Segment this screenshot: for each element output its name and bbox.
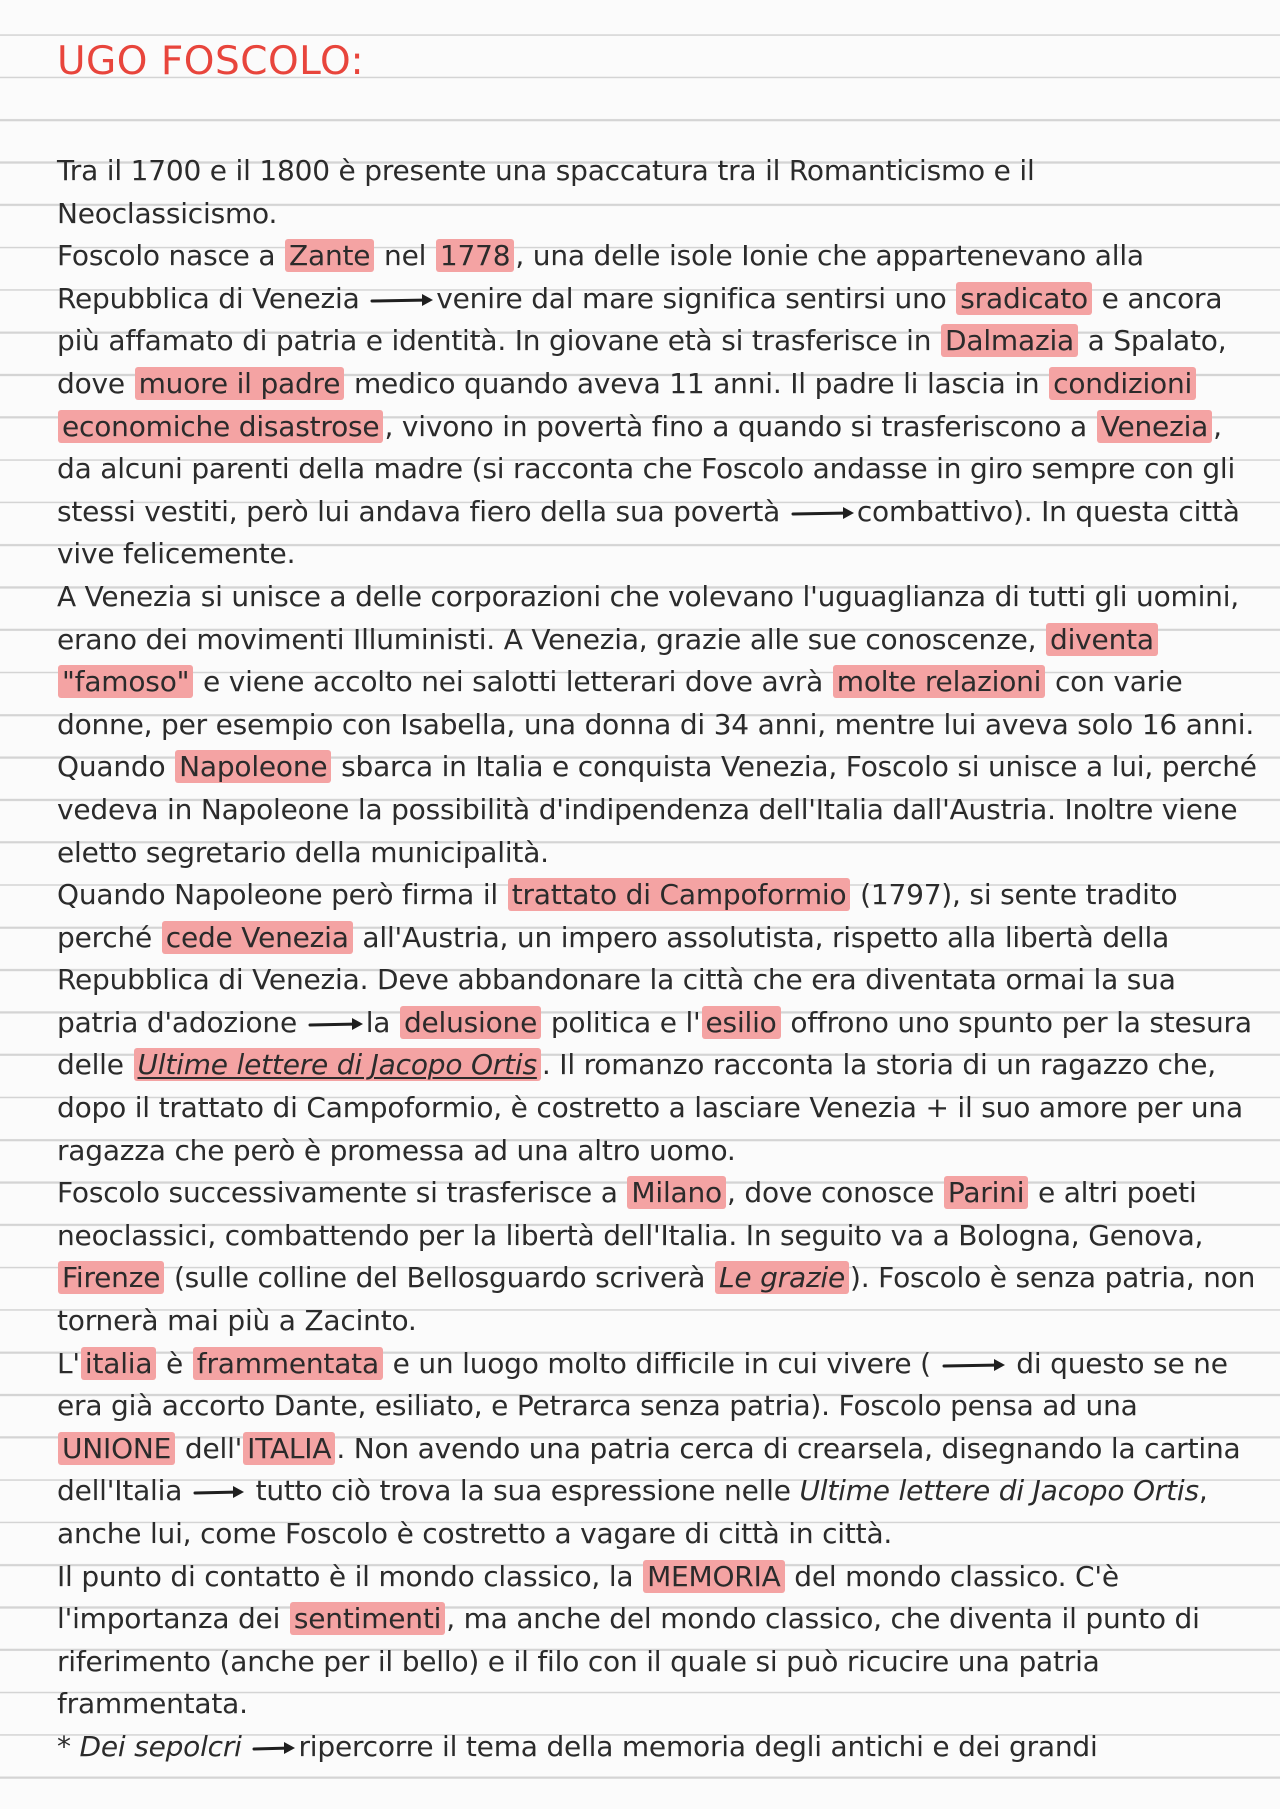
text-run (242, 1730, 251, 1763)
italic-text (80, 1730, 242, 1763)
text-run: , una delle isole Ionie che appartenevano alla Repubblica di Venezia (57, 239, 1144, 315)
highlighted-text: frammentata (193, 1347, 383, 1380)
text-run: Quando Napoleone però firma il (57, 878, 507, 912)
highlighted-text: sradicato (956, 282, 1092, 315)
text-run: ). Foscolo è senza patria, non tornerà mai più a Zacinto. (57, 1261, 1256, 1338)
paragraph (57, 576, 1257, 746)
text-run: a Spalato, dove (57, 324, 1227, 400)
text-run: e un luogo molto difficile in cui vivere ( (383, 1346, 940, 1380)
italic-text (133, 1048, 542, 1081)
text-run: tutto ciò trova la sua espressione nelle (246, 1474, 800, 1508)
highlighted-text: Dalmazia (941, 324, 1078, 357)
text-run: combattivo). In questa città vive felicemente. (57, 494, 1240, 571)
text-run: offrono uno spunto per la stesura delle (57, 1005, 1252, 1082)
text-run: del mondo classico. C'è l'importanza dei (57, 1559, 1119, 1636)
highlighted-text: Le grazie (715, 1261, 849, 1294)
text-run: , da alcuni parenti della madre (si racconta che Foscolo andasse in giro sempre con gli stessi vestiti, però lui andava fiero della sua povertà (57, 409, 1236, 528)
right-arrow-icon (308, 1016, 364, 1032)
paragraph (57, 150, 1257, 235)
right-arrow-icon (942, 1357, 1006, 1373)
text-run: venire dal mare significa sentirsi uno (436, 281, 956, 315)
text-run: * (57, 1729, 80, 1763)
paragraph (57, 1556, 1257, 1726)
highlighted-text: diventa "famoso" (58, 623, 1158, 699)
highlighted-text: Firenze (58, 1261, 164, 1294)
text-run: all'Austria, un impero assolutista, rispetto alla libertà della Repubblica di Venezia. Deve abbandonare la città che era diventata ormai la sua patria d'adozione (57, 920, 1176, 1039)
paragraph (57, 746, 1257, 874)
text-run: politica e l' (542, 1005, 701, 1039)
highlighted-text: MEMORIA (643, 1560, 785, 1593)
text-run: Tra il 1700 e il 1800 è presente una spaccatura tra il Romanticismo e il Neoclassicismo. (57, 154, 1035, 230)
highlighted-text: Zante (285, 239, 374, 272)
text-run: Quando (57, 750, 175, 784)
paragraph (57, 1726, 1257, 1769)
highlighted-text: italia (81, 1347, 156, 1380)
highlighted-text: esilio (702, 1006, 781, 1039)
text-run: . Il romanzo racconta la storia di un ragazzo che, dopo il trattato di Campoformio, è costretto a lasciare Venezia + il suo amore per una ragazza che però è promessa ad una altro uomo. (57, 1048, 1243, 1167)
highlighted-text: cede Venezia (162, 921, 353, 954)
paragraph (57, 874, 1257, 1172)
highlighted-text: 1778 (436, 239, 514, 272)
text-run: , ma anche del mondo classico, che diventa il punto di riferimento (anche per il bello) e il filo con il quale si può ricucire una patria frammentata. (57, 1602, 1200, 1721)
text-run: sbarca in Italia e conquista Venezia, Foscolo si unisce a lui, perché vedeva in Napoleone la possibilità d'indipendenza dell'Italia dall'Austria. Inoltre viene eletto segretario della municipalità. (57, 750, 1257, 869)
notes-body (57, 150, 1257, 1769)
text-run: A Venezia si unisce a delle corporazioni che volevano l'uguaglianza di tutti gli uomini, erano dei movimenti Illuministi. A Venezia, grazie alle sue conoscenze, (57, 579, 1239, 656)
italic-title: Dei sepolcri (79, 1729, 242, 1763)
text-run: e altri poeti neoclassici, combattendo per la libertà dell'Italia. In seguito va a Bologna, Genova, (57, 1176, 1204, 1252)
highlighted-text: Venezia (1097, 410, 1212, 443)
text-run: nel (375, 239, 435, 273)
right-arrow-icon (252, 1740, 296, 1756)
highlighted-text: Ultime lettere di Jacopo Ortis (134, 1048, 541, 1081)
text-run: è (157, 1346, 192, 1380)
text-run: dell' (176, 1431, 243, 1465)
text-run: e ancora più affamato di patria e identità. In giovane età si trasferisce in (57, 281, 1223, 358)
highlighted-text: sentimenti (290, 1602, 445, 1635)
italic-text (714, 1261, 850, 1294)
text-run: Il punto di contatto è il mondo classico, la (57, 1559, 643, 1593)
paragraph (57, 235, 1257, 576)
text-run: (sulle colline del Bellosguardo scriverà (165, 1261, 714, 1295)
italic-text (800, 1474, 1199, 1507)
text-run: L' (57, 1346, 80, 1380)
text-run: (1797), si sente tradito perché (57, 878, 1178, 954)
text-run: , vivono in povertà fino a quando si trasferiscono a (384, 409, 1096, 443)
text-run: con varie donne, per esempio con Isabella, una donna di 34 anni, mentre lui aveva solo 16 anni. (57, 665, 1255, 741)
right-arrow-icon (791, 505, 855, 521)
text-run: Foscolo nasce a (57, 239, 285, 273)
highlighted-text: ITALIA (243, 1432, 335, 1465)
text-run: ripercorre il tema della memoria degli antichi e dei grandi (298, 1729, 1098, 1763)
highlighted-text: Milano (627, 1176, 726, 1209)
paragraph (57, 1172, 1257, 1342)
italic-title: Ultime lettere di Jacopo Ortis (799, 1474, 1199, 1508)
right-arrow-icon (370, 292, 434, 308)
highlighted-text: condizioni economiche disastrose (58, 367, 1196, 443)
text-run: la (365, 1005, 399, 1039)
text-run: e viene accolto nei salotti letterari dove avrà (194, 665, 832, 699)
highlighted-text: trattato di Campoformio (508, 878, 851, 911)
page-title: UGO FOSCOLO: (57, 39, 365, 84)
text-run: medico quando aveva 11 anni. Il padre li lascia in (345, 366, 1049, 400)
text-run: Foscolo successivamente si trasferisce a (57, 1176, 627, 1210)
highlighted-text: UNIONE (58, 1432, 175, 1465)
text-run: . Non avendo una patria cerca di crearsela, disegnando la cartina dell'Italia (57, 1431, 1241, 1508)
text-run: di questo se ne era già accorto Dante, esiliato, e Petrarca senza patria). Foscolo pensa ad una (57, 1346, 1228, 1423)
right-arrow-icon (193, 1484, 245, 1500)
text-run: , anche lui, come Foscolo è costretto a vagare di città in città. (57, 1474, 1208, 1550)
highlighted-text: Napoleone (175, 750, 331, 783)
highlighted-text: delusione (400, 1006, 541, 1039)
paragraph (57, 1343, 1257, 1556)
text-run: , dove conosce (726, 1176, 943, 1210)
highlighted-text: molte relazioni (833, 665, 1046, 698)
highlighted-text: muore il padre (135, 367, 345, 400)
highlighted-text: Parini (944, 1176, 1028, 1209)
